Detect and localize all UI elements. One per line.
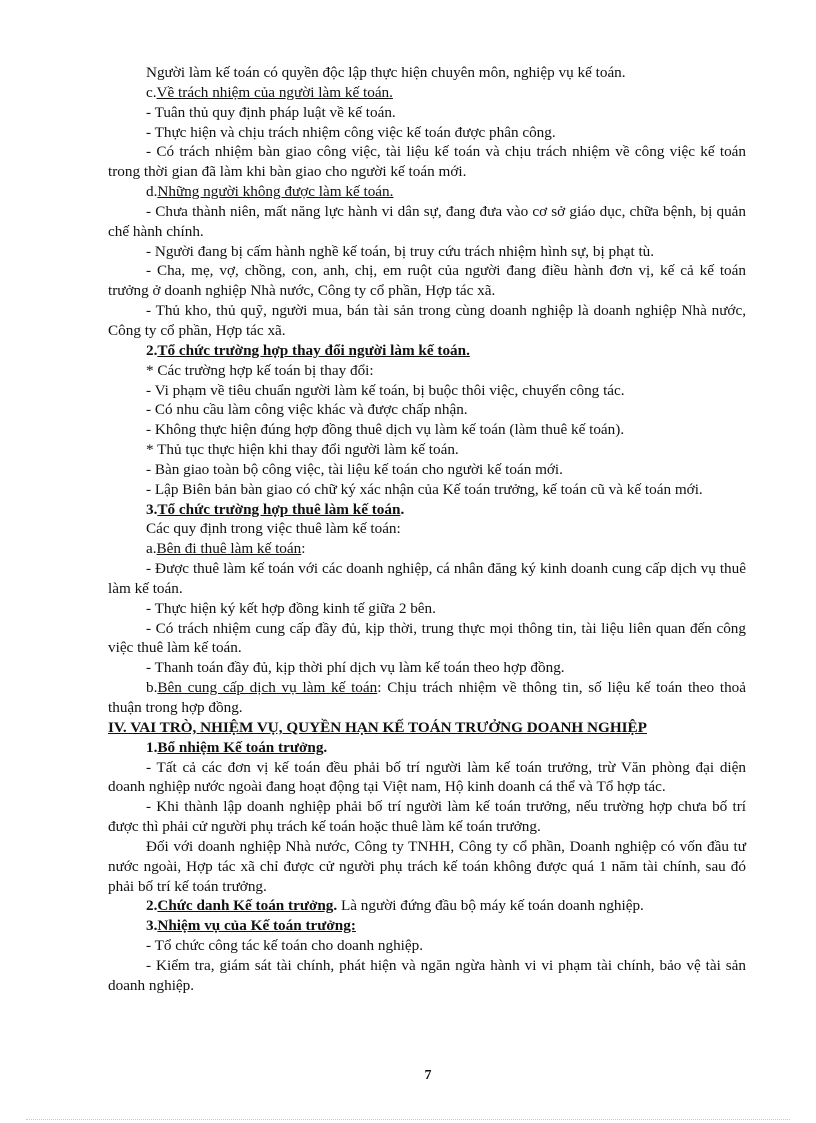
text-run: - Không thực hiện đúng hợp đồng thuê dịch vụ làm kế toán (làm thuê kế toán). [146,421,625,439]
section-heading-3b [108,916,746,936]
text-run: - Khi thành lập doanh nghiệp phải bố trí người làm kế toán trưởng, nếu trường hợp chưa bố trí được thì phải cử người phụ trách kế toán hoặc thuê làm kế toán trưởng. [108,798,746,836]
section-heading-c [108,83,746,103]
text-run: Các quy định trong việc thuê làm kế toán: [146,520,401,538]
text-run: 2. [146,341,158,359]
paragraph [108,658,746,678]
text-run: Đối với doanh nghiệp Nhà nước, Công ty TNHH, Công ty cổ phần, Doanh nghiệp có vốn đầu tư nước ngoài, Hợp tác xã chỉ được cử người phụ trách kế toán không được quá 1 năm tài chính, sau đó phải bố trí kế toán trưởng. [108,837,746,895]
text-run: - Có trách nhiệm bàn giao công việc, tài liệu kế toán và chịu trách nhiệm về công việc kế toán trong thời gian đã làm khi bàn giao cho người kế toán mới. [108,143,746,181]
paragraph [108,599,746,619]
text-run: 1. [146,738,158,756]
text-run: - Kiểm tra, giám sát tài chính, phát hiện và ngăn ngừa hành vi vi phạm tài chính, bảo vệ tài sản doanh nghiệp. [108,956,746,994]
text-run: - Được thuê làm kế toán với các doanh nghiệp, cá nhân đăng ký kinh doanh cung cấp dịch vụ thuê làm kế toán. [108,560,746,597]
text-run: : Chịu trách nhiệm về thông tin, số liệu kế toán theo thoả thuận trong hợp đồng. [108,679,747,716]
paragraph [108,420,746,440]
text-run: - Chưa thành niên, mất năng lực hành vi dân sự, đang đưa vào cơ sở giáo dục, chữa bệnh, bị quản chế hành chính. [108,202,746,240]
text-run: Người làm kế toán có quyền độc lập thực hiện chuyên môn, nghiệp vụ kế toán. [146,64,626,81]
text-run: * Các trường hợp kế toán bị thay đổi: [146,361,374,379]
paragraph [108,936,746,956]
section-heading-2 [108,341,746,361]
text-run: - Thực hiện và chịu trách nhiệm công việc kế toán được phân công. [146,123,556,141]
text-run: Những người không được làm kế toán. [157,183,394,201]
text-run: - Người đang bị cấm hành nghề kế toán, bị truy cứu trách nhiệm hình sự, bị phạt tù. [146,242,655,260]
text-run: - Vi phạm về tiêu chuẩn người làm kế toán, bị buộc thôi việc, chuyển công tác. [146,381,625,399]
text-run: 2. [146,897,158,915]
text-run: b. [146,679,158,697]
paragraph [108,837,746,897]
text-run: a. [146,540,157,558]
paragraph [108,242,746,262]
paragraph [108,400,746,420]
paragraph [108,480,746,500]
text-run: Bổ nhiệm Kế toán trưởng [157,738,324,756]
text-run: Chức danh Kế toán trưởng [157,897,334,915]
text-run: Về trách nhiệm của người làm kế toán. [156,83,393,101]
text-run: - Thực hiện ký kết hợp đồng kinh tế giữa 2 bên. [146,599,436,617]
text-run: - Thanh toán đầy đủ, kịp thời phí dịch vụ làm kế toán theo hợp đồng. [146,659,565,677]
text-run: - Cha, mẹ, vợ, chồng, con, anh, chị, em ruột của người đang điều hành đơn vị, kế cả kế toán trưởng ở doanh nghiệp Nhà nước, Công ty cổ phần, Hợp tác xã. [108,262,746,300]
chapter-heading-iv [108,718,746,738]
text-run: IV. VAI TRÒ, NHIỆM VỤ, QUYỀN HẠN KẾ TOÁN TRƯỞNG DOANH NGHIỆP [108,718,647,736]
section-heading-2b [108,896,746,916]
text-run: d. [146,183,158,201]
paragraph [108,202,746,242]
paragraph [108,142,746,182]
text-run: - Bàn giao toàn bộ công việc, tài liệu kế toán cho người kế toán mới. [146,460,563,478]
document-body [108,63,746,996]
paragraph [108,103,746,123]
text-run: - Có nhu cầu làm công việc khác và được chấp nhận. [146,401,468,419]
text-run: - Thủ kho, thủ quỹ, người mua, bán tài sản trong cùng doanh nghiệp là doanh nghiệp Nhà nước, Công ty cổ phần, Hợp tác xã. [108,302,746,339]
paragraph [108,361,746,381]
paragraph [108,63,746,83]
paragraph [108,440,746,460]
text-run: Tổ chức trường hợp thay đổi người làm kế toán. [157,341,470,359]
text-run: Nhiệm vụ của Kế toán trưởng: [157,917,356,935]
section-heading-3 [108,500,746,520]
text-run: Bên cung cấp dịch vụ làm kế toán [157,679,378,697]
text-run: - Tất cả các đơn vị kế toán đều phải bố trí người làm kế toán trưởng, trừ Văn phòng đại diện doanh nghiệp nước ngoài đang hoạt động tại Việt nam, Hộ kinh doanh cá thể và Tổ hợp tác. [108,758,746,796]
text-run: 3. [146,500,158,518]
paragraph [108,261,746,301]
text-run: * Thủ tục thực hiện khi thay đổi người làm kế toán. [146,441,459,459]
paragraph [108,123,746,143]
text-run: 3. [146,917,158,935]
text-run: . [323,738,328,756]
paragraph [108,301,746,341]
text-run: : [301,540,306,558]
text-run: . [333,897,338,915]
page-number: 7 [424,1068,432,1083]
paragraph [108,559,746,599]
section-heading-d [108,182,746,202]
text-run: - Có trách nhiệm cung cấp đầy đủ, kịp thời, trung thực mọi thông tin, tài liệu liên quan đến công việc thuê làm kế toán. [108,619,746,657]
paragraph [108,619,746,659]
paragraph [108,956,746,996]
text-run: Tổ chức trường hợp thuê làm kế toán [157,500,401,518]
paragraph [108,758,746,798]
section-heading-b [108,678,746,718]
text-run: Là người đứng đầu bộ máy kế toán doanh nghiệp. [337,897,644,915]
text-run: c. [146,83,157,101]
paragraph [108,381,746,401]
text-run: . [400,500,405,518]
text-run: - Lập Biên bản bàn giao có chữ ký xác nhận của Kế toán trưởng, kế toán cũ và kế toán mới. [146,480,703,498]
section-heading-a [108,539,746,559]
text-run: - Tuân thủ quy định pháp luật về kế toán. [146,103,396,121]
text-run: Bên đi thuê làm kế toán [156,540,302,558]
section-heading-1 [108,738,746,758]
paragraph [108,519,746,539]
page-bottom-divider [26,1119,790,1120]
text-run: - Tổ chức công tác kế toán cho doanh nghiệp. [146,937,424,955]
paragraph [108,797,746,837]
paragraph [108,460,746,480]
